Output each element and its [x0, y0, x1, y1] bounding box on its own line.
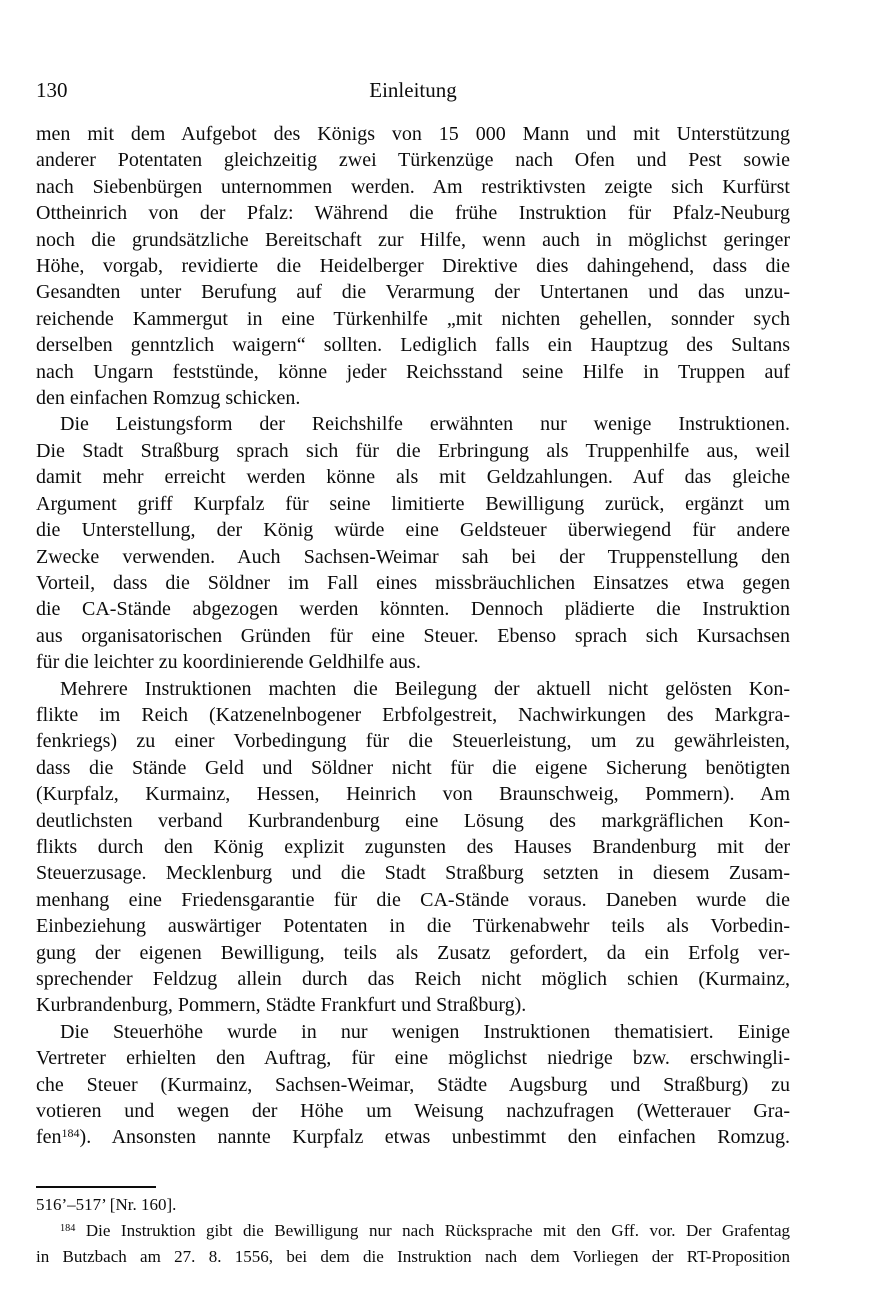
- text-line: Die Leistungsform der Reichshilfe erwähnten nur wenige Instruktionen.: [60, 413, 790, 436]
- text-line: aus organisatorischen Gründen für eine Steuer. Ebenso sprach sich Kursachsen: [36, 624, 790, 647]
- text-line: nach Siebenbürgen unternommen werden. Am restriktivsten zeigte sich Kurfürst: [36, 175, 790, 198]
- text-line: Argument griff Kurpfalz für seine limitierte Bewilligung zurück, ergänzt um: [36, 492, 790, 515]
- text-fragment: fen: [36, 1126, 62, 1149]
- text-line: che Steuer (Kurmainz, Sachsen-Weimar, Städte Augsburg und Straßburg) zu: [36, 1073, 790, 1096]
- paragraph-1: [36, 121, 790, 411]
- text-line: derselben genntzlich waigern“ sollten. Lediglich falls ein Hauptzug des Sultans: [36, 334, 790, 357]
- text-line: gung der eigenen Bewilligung, teils als Zusatz gefordert, da ein Erfolg ver-: [36, 941, 790, 964]
- text-line: Die Steuerhöhe wurde in nur wenigen Instruktionen thematisiert. Einige: [60, 1020, 790, 1043]
- text-line: Steuerzusage. Mecklenburg und die Stadt Straßburg setzten in diesem Zusam-: [36, 862, 790, 885]
- paragraph-2: [36, 411, 790, 675]
- text-line: den einfachen Romzug schicken.: [36, 387, 301, 410]
- text-line: anderer Potentaten gleichzeitig zwei Türkenzüge nach Ofen und Pest sowie: [36, 149, 790, 172]
- text-line: für die leichter zu koordinierende Geldhilfe aus.: [36, 651, 421, 674]
- text-line: votieren und wegen der Höhe um Weisung nachzufragen (Wetterauer Gra-: [36, 1100, 790, 1123]
- footnote-reference: 184: [61, 1126, 80, 1141]
- text-line: men mit dem Aufgebot des Königs von 15 000 Mann und mit Unterstützung: [36, 123, 790, 145]
- text-line: Ottheinrich von der Pfalz: Während die frühe Instruktion für Pfalz-Neuburg: [36, 202, 790, 225]
- text-line: menhang eine Friedensgarantie für die CA-Stände voraus. Daneben wurde die: [36, 888, 790, 911]
- text-line: die CA-Stände abgezogen werden könnten. Dennoch plädierte die Instruktion: [36, 598, 790, 621]
- text-line: flikte im Reich (Katzenelnbogener Erbfolgestreit, Nachwirkungen des Markgra-: [36, 703, 790, 726]
- text-line: Kurbrandenburg, Pommern, Städte Frankfurt und Straßburg).: [36, 994, 527, 1017]
- footnote-184-line-1: [36, 1218, 790, 1244]
- text-line: Höhe, vorgab, revidierte die Heidelberger Direktive dies dahingehend, dass die: [36, 255, 790, 278]
- text-line: Einbeziehung auswärtiger Potentaten in die Türkenabwehr teils als Vorbedin-: [36, 915, 790, 938]
- text-line: sprechender Feldzug allein durch das Reich nicht möglich schien (Kurmainz,: [36, 968, 790, 990]
- footnote-text: Die Instruktion gibt die Bewilligung nur nach Rücksprache mit den Gff. vor. Der Grafentag: [85, 1221, 790, 1240]
- footnote-marker: 184: [60, 1222, 76, 1234]
- text-line: nach Ungarn feststünde, könne jeder Reichsstand seine Hilfe in Truppen auf: [36, 360, 790, 383]
- text-line: [36, 1124, 790, 1150]
- body-text: [36, 121, 790, 1151]
- running-head: Einleitung: [369, 78, 457, 102]
- text-line: noch die grundsätzliche Bereitschaft zur Hilfe, wenn auch in möglichst geringer: [36, 228, 790, 251]
- text-fragment: ). Ansonsten nannte Kurpfalz etwas unbestimmt den einfachen Romzug.: [79, 1126, 790, 1149]
- text-line: dass die Stände Geld und Söldner nicht für die eigene Sicherung benötigten: [36, 756, 790, 779]
- text-line: Gesandten unter Berufung auf die Verarmung der Untertanen und das unzu-: [36, 281, 790, 304]
- text-line: Mehrere Instruktionen machten die Beilegung der aktuell nicht gelösten Kon-: [60, 677, 790, 700]
- page-number: 130: [36, 78, 68, 102]
- text-line: damit mehr erreicht werden könne als mit Geldzahlungen. Auf das gleiche: [36, 466, 790, 489]
- paragraph-3: [36, 676, 790, 1019]
- footnote-184-line-2: in Butzbach am 27. 8. 1556, bei dem die Instruktion nach dem Vorliegen der RT-Proposition: [36, 1247, 790, 1266]
- footnote-region: [36, 1192, 790, 1270]
- text-line: die Unterstellung, der König würde eine Geldsteuer überwiegend für andere: [36, 519, 790, 542]
- text-line: reichende Kammergut in eine Türkenhilfe „mit nichten gehellen, sonnder sych: [36, 307, 790, 330]
- page-header: [36, 78, 790, 104]
- text-line: Die Stadt Straßburg sprach sich für die Erbringung als Truppenhilfe aus, weil: [36, 439, 790, 462]
- text-line: fenkriegs) zu einer Vorbedingung für die Steuerleistung, um zu gewährleisten,: [36, 730, 790, 753]
- text-line: Vertreter erhielten den Auftrag, für eine möglichst niedrige bzw. erschwingli-: [36, 1047, 790, 1070]
- footnote-rule: [36, 1186, 156, 1188]
- paragraph-4: [36, 1019, 790, 1151]
- text-line: Zwecke verwenden. Auch Sachsen-Weimar sah bei der Truppenstellung den: [36, 545, 790, 568]
- text-line: (Kurpfalz, Kurmainz, Hessen, Heinrich von Braunschweig, Pommern). Am: [36, 783, 790, 806]
- text-line: deutlichsten verband Kurbrandenburg eine Lösung des markgräflichen Kon-: [36, 809, 790, 832]
- footnote-continuation-line: 516’–517’ [Nr. 160].: [36, 1195, 177, 1214]
- text-line: Vorteil, dass die Söldner im Fall eines missbräuchlichen Einsatzes etwa gegen: [36, 571, 790, 594]
- text-line: flikts durch den König explizit zugunsten des Hauses Brandenburg mit der: [36, 835, 790, 858]
